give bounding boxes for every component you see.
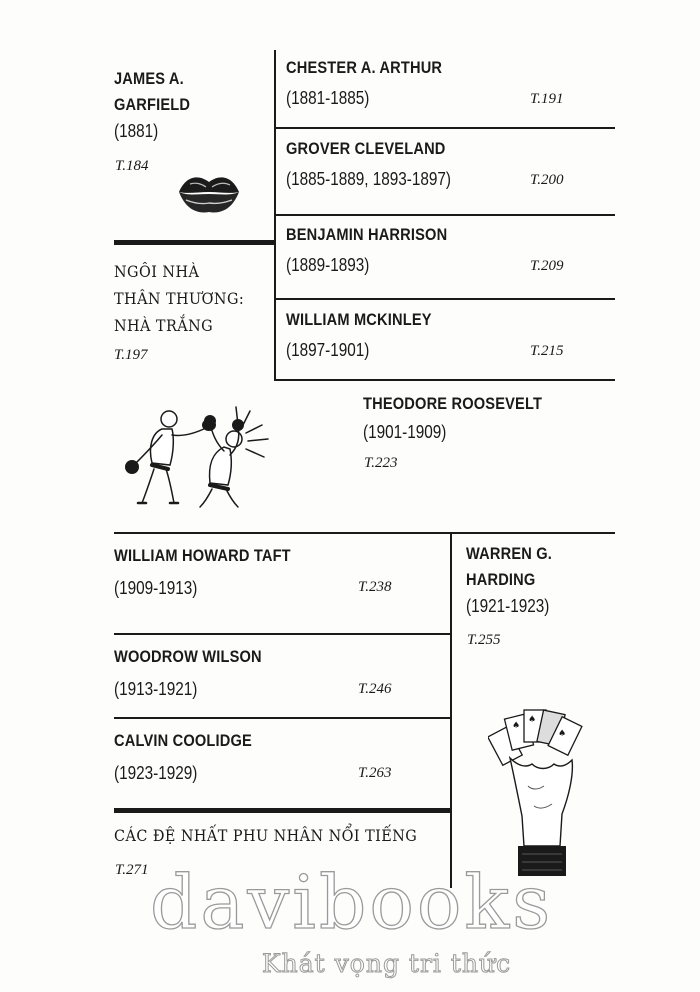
divider-mckinley (275, 379, 615, 381)
entry-arthur (286, 55, 468, 111)
entry-page: T.263 (358, 765, 392, 781)
entry-page: T.191 (530, 91, 564, 107)
entry-harding (466, 541, 566, 619)
entry-name: GROVER CLEVELAND (286, 139, 446, 158)
divider-roosevelt-bottom (114, 532, 615, 534)
entry-page: T.197 (114, 347, 148, 363)
entry-cleveland (286, 136, 480, 192)
entry-name: CHESTER A. ARTHUR (286, 58, 443, 77)
boxers-illustration (112, 403, 274, 509)
entry-page: T.215 (530, 343, 564, 359)
divider-cleveland (275, 214, 615, 216)
entry-page: T.209 (530, 258, 564, 274)
entry-mckinley (286, 307, 455, 363)
entry-name: THEODORE ROOSEVELT (363, 394, 543, 413)
entry-page: T.223 (364, 455, 398, 471)
entry-first-ladies-title: CÁC ĐỆ NHẤT PHU NHÂN NỔI TIẾNG (114, 826, 418, 845)
entry-wilson (114, 644, 286, 702)
entry-name: HARDING (466, 570, 536, 589)
entry-name: CALVIN COOLIDGE (114, 731, 252, 750)
entry-name: WILLIAM HOWARD TAFT (114, 546, 291, 565)
svg-text:♠: ♠ (558, 729, 567, 739)
entry-page: T.238 (358, 579, 392, 595)
svg-text:♠: ♠ (528, 715, 537, 725)
entry-years: (1913-1921) (114, 679, 198, 699)
entry-title: NGÔI NHÀ (114, 262, 200, 281)
watermark-tagline: Khát vọng tri thức (262, 949, 512, 978)
entry-white-house (114, 258, 259, 339)
entry-years: (1921-1923) (466, 596, 550, 616)
entry-page: T.184 (115, 158, 149, 174)
entry-name: BENJAMIN HARRISON (286, 225, 448, 244)
entry-name: JAMES A. (114, 69, 184, 88)
hand-with-cards-illustration (488, 706, 592, 878)
entry-years: (1881) (114, 121, 159, 141)
entry-years: (1909-1913) (114, 578, 198, 598)
divider-coolidge (114, 808, 451, 813)
divider-bottom-vertical (450, 533, 452, 888)
entry-taft (114, 543, 320, 601)
divider-arthur (275, 127, 615, 129)
divider-harrison (275, 298, 615, 300)
entry-years: (1885-1889, 1893-1897) (286, 169, 452, 189)
entry-years: (1897-1901) (286, 340, 370, 360)
entry-name: WARREN G. (466, 544, 553, 563)
entry-page: T.246 (358, 681, 392, 697)
watermark-brand: davibooks (150, 860, 554, 946)
entry-coolidge (114, 728, 274, 786)
entry-years: (1901-1909) (363, 422, 447, 442)
divider-wilson (114, 717, 451, 719)
divider-garfield-bottom (114, 240, 275, 245)
entry-name: GARFIELD (114, 95, 191, 114)
lips-icon (176, 170, 242, 216)
entry-harrison (286, 222, 474, 278)
entry-name: WOODROW WILSON (114, 647, 262, 666)
svg-text:♠: ♠ (512, 721, 521, 731)
entry-name: WILLIAM MCKINLEY (286, 310, 432, 329)
entry-years: (1923-1929) (114, 763, 198, 783)
entry-title: THÂN THƯƠNG: (114, 289, 245, 308)
entry-years: (1889-1893) (286, 255, 370, 275)
entry-title: NHÀ TRẮNG (114, 316, 214, 335)
entry-page: T.200 (530, 172, 564, 188)
entry-roosevelt (363, 391, 571, 445)
entry-garfield (114, 66, 202, 144)
entry-page: T.271 (115, 862, 149, 878)
divider-taft (114, 633, 451, 635)
entry-years: (1881-1885) (286, 88, 370, 108)
entry-page: T.255 (467, 632, 501, 648)
